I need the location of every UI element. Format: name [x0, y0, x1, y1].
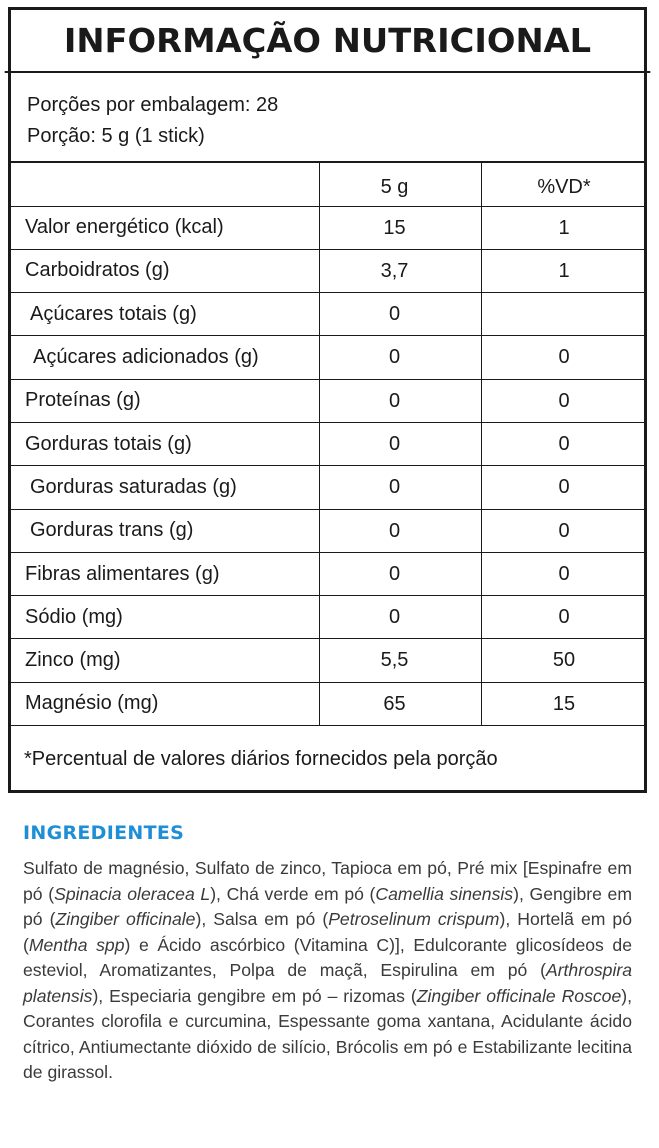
ingredients-title: INGREDIENTES	[23, 822, 185, 844]
header-dv: %VD*	[482, 163, 647, 206]
nutrient-name: Valor energético (kcal)	[9, 206, 320, 249]
table-row	[9, 336, 647, 379]
nutrient-dv: 0	[482, 596, 647, 639]
header-empty-cell	[9, 163, 320, 206]
table-row	[9, 206, 647, 249]
nutrient-amount: 0	[320, 293, 482, 336]
nutrient-name: Proteínas (g)	[9, 379, 320, 422]
nutrient-dv: 0	[482, 379, 647, 422]
header-amount: 5 g	[320, 163, 482, 206]
ingredient-text-segment: ), Corantes clorofila e curcumina, Espessante goma xantana, Acidulante ácido cítrico, Antiumectante dióxido de silício, Brócolis em pó e Estabilizante lecitina de girassol.	[23, 985, 633, 1082]
nutrient-amount: 0	[320, 422, 482, 465]
nutrient-dv: 1	[482, 249, 647, 292]
nutrient-name: Gorduras trans (g)	[9, 509, 320, 552]
serving-size: Porção: 5 g (1 stick)	[27, 125, 205, 147]
nutrient-name: Sódio (mg)	[9, 596, 320, 639]
table-row	[9, 552, 647, 595]
serving-info	[11, 73, 644, 163]
ingredient-scientific-name: Arthrospira platensis	[23, 960, 632, 1006]
nutrient-name: Fibras alimentares (g)	[9, 552, 320, 595]
nutrient-amount: 0	[320, 466, 482, 509]
nutrient-amount: 65	[320, 682, 482, 725]
ingredient-text-segment: Sulfato de magnésio, Sulfato de zinco, Tapioca em pó, Pré mix [Espinafre em pó (	[23, 858, 632, 904]
nutrient-amount: 3,7	[320, 249, 482, 292]
table-row	[9, 249, 647, 292]
table-row	[9, 682, 647, 725]
footnote: *Percentual de valores diários fornecidos pela porção	[24, 748, 498, 770]
servings-per-package: Porções por embalagem: 28	[27, 94, 279, 116]
table-row	[9, 466, 647, 509]
table-row	[9, 379, 647, 422]
nutrient-name: Magnésio (mg)	[9, 682, 320, 725]
ingredients-text	[23, 856, 632, 1086]
nutrient-name: Açúcares totais (g)	[9, 293, 320, 336]
nutrient-dv: 15	[482, 682, 647, 725]
nutrition-table	[8, 163, 647, 726]
nutrition-facts-panel	[8, 7, 647, 793]
ingredient-text-segment: ), Hortelã em pó (	[23, 909, 632, 955]
ingredient-scientific-name: Spinacia oleracea L	[54, 883, 211, 904]
nutrient-name: Açúcares adicionados (g)	[9, 336, 320, 379]
nutrient-amount: 5,5	[320, 639, 482, 682]
ingredient-text-segment: ) e Ácido ascórbico (Vitamina C)], Edulcorante glicosídeos de esteviol, Aromatizantes, Polpa de maçã, Espirulina em pó (	[23, 934, 632, 980]
nutrient-amount: 15	[320, 206, 482, 249]
ingredient-text-segment: ), Salsa em pó (	[195, 909, 329, 929]
nutrient-amount: 0	[320, 509, 482, 552]
nutrient-dv: 1	[482, 206, 647, 249]
nutrient-name: Gorduras saturadas (g)	[9, 466, 320, 509]
nutrient-name: Zinco (mg)	[9, 639, 320, 682]
nutrient-name: Carboidratos (g)	[9, 249, 320, 292]
ingredient-text-segment: ), Gengibre em pó (	[23, 883, 632, 929]
nutrient-name: Gorduras totais (g)	[9, 422, 320, 465]
ingredient-text-segment: ), Especiaria gengibre em pó – rizomas (	[92, 985, 417, 1006]
nutrient-dv: 0	[482, 422, 647, 465]
ingredient-text-segment: ), Chá verde em pó (	[210, 883, 376, 904]
nutrient-dv	[482, 293, 647, 336]
table-row	[9, 596, 647, 639]
nutrient-dv: 0	[482, 552, 647, 595]
table-row	[9, 509, 647, 552]
nutrient-amount: 0	[320, 552, 482, 595]
ingredient-scientific-name: Camellia sinensis	[375, 883, 514, 904]
table-row	[9, 293, 647, 336]
nutrient-dv: 0	[482, 466, 647, 509]
nutrient-dv: 0	[482, 336, 647, 379]
table-row	[9, 422, 647, 465]
table-header-row	[9, 163, 647, 206]
panel-title: INFORMAÇÃO NUTRICIONAL	[5, 10, 651, 73]
nutrient-amount: 0	[320, 336, 482, 379]
nutrient-amount: 0	[320, 379, 482, 422]
nutrient-dv: 0	[482, 509, 647, 552]
nutrient-dv: 50	[482, 639, 647, 682]
ingredient-scientific-name: Zingiber officinale Roscoe	[416, 985, 622, 1006]
ingredient-scientific-name: Zingiber officinale	[55, 909, 196, 929]
ingredient-scientific-name: Mentha spp	[28, 934, 125, 955]
ingredient-scientific-name: Petroselinum crispum	[328, 909, 500, 929]
nutrient-amount: 0	[320, 596, 482, 639]
table-row	[9, 639, 647, 682]
